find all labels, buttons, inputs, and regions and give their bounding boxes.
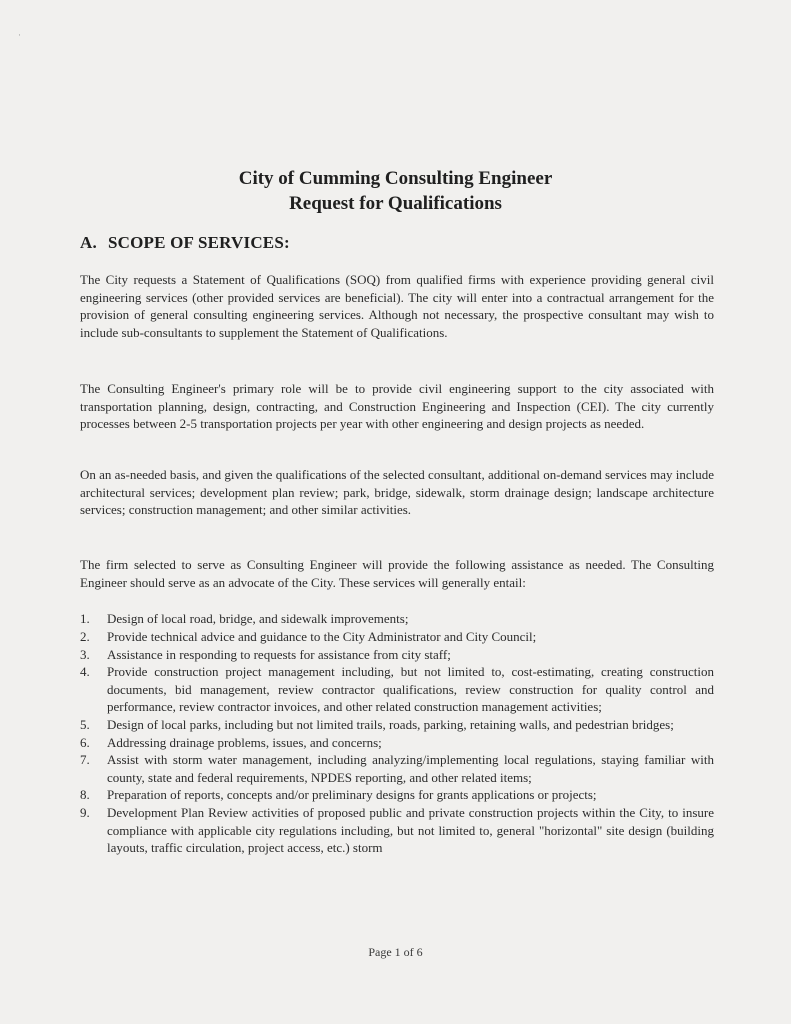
scan-speck: ·	[18, 30, 21, 40]
paragraph-on-demand-services: On an as-needed basis, and given the qualifications of the selected consultant, additional on-demand services may include architectural services; development plan review; park, bridge, sidewalk, storm drainage design; landscape architecture services; construction management; and other similar activities.	[80, 467, 714, 517]
title-line-1: City of Cumming Consulting Engineer	[238, 168, 553, 189]
list-item-text: Design of local parks, including but not limited trails, roads, parking, retaining walls, and pedestrian bridges;	[107, 716, 674, 732]
list-item	[80, 734, 714, 751]
list-item-text: Development Plan Review activities of proposed public and private construction projects within the City, to insure compliance with applicable city regulations including, but not limited to, general "horizontal" site design (building layouts, traffic circulation, project access, etc.) storm	[107, 805, 714, 855]
paragraph-soq-request: The City requests a Statement of Qualifications (SOQ) from qualified firms with experience providing general civil engineering services (other provided services are beneficial). The city will enter into a contractual arrangement for the provision of general consulting engineering services. Although not necessary, the prospective consultant may wish to include sub-consultants to supplement the Statement of Qualifications.	[80, 272, 714, 340]
list-item	[80, 663, 714, 715]
list-item-text: Addressing drainage problems, issues, and concerns;	[107, 734, 382, 750]
list-item	[80, 628, 714, 645]
list-item-number: 9.	[80, 805, 90, 821]
section-heading	[80, 233, 290, 253]
list-item	[80, 610, 714, 627]
list-item-number: 4.	[80, 664, 90, 680]
list-item-number: 2.	[80, 628, 90, 644]
list-item-number: 6.	[80, 734, 90, 750]
list-item-text: Provide technical advice and guidance to the City Administrator and City Council;	[107, 628, 537, 644]
list-item	[80, 646, 714, 663]
list-item	[80, 751, 714, 786]
services-list	[80, 610, 714, 857]
list-item-number: 1.	[80, 611, 90, 626]
list-item-text: Assistance in responding to requests for assistance from city staff;	[107, 646, 451, 662]
list-item-number: 7.	[80, 752, 90, 768]
title-line-2: Request for Qualifications	[289, 193, 502, 214]
paragraph-primary-role: The Consulting Engineer's primary role will be to provide civil engineering support to the city associated with transportation planning, design, contracting, and Construction Engineering and Inspection (CEI). The city currently processes between 2-5 transportation projects per year with other engineering and design projects as needed.	[80, 381, 714, 431]
document-title	[0, 166, 791, 216]
section-title: SCOPE OF SERVICES:	[108, 233, 290, 252]
list-item-text: Provide construction project management including, but not limited to, cost-estimating, creating construction documents, bid management, review contractor qualifications, review construction for quality control and performance, review contractor invoices, and other related construction management activities;	[107, 664, 714, 714]
list-item	[80, 716, 714, 733]
list-item-number: 8.	[80, 787, 90, 803]
list-item-text: Assist with storm water management, including analyzing/implementing local regulations, staying familiar with county, state and federal requirements, NPDES reporting, and other related items;	[107, 752, 714, 785]
paragraph-assistance-intro: The firm selected to serve as Consulting Engineer will provide the following assistance as needed. The Consulting Engineer should serve as an advocate of the City. These services will generally entail:	[80, 557, 714, 590]
list-item	[80, 786, 714, 803]
list-item-number: 5.	[80, 716, 90, 732]
list-item-text: Preparation of reports, concepts and/or preliminary designs for grants applications or projects;	[107, 787, 597, 803]
page-number: Page 1 of 6	[368, 945, 423, 959]
list-item-text: Design of local road, bridge, and sidewalk improvements;	[107, 611, 409, 626]
section-letter: A.	[80, 233, 97, 252]
list-item	[80, 804, 714, 856]
list-item-number: 3.	[80, 646, 90, 662]
